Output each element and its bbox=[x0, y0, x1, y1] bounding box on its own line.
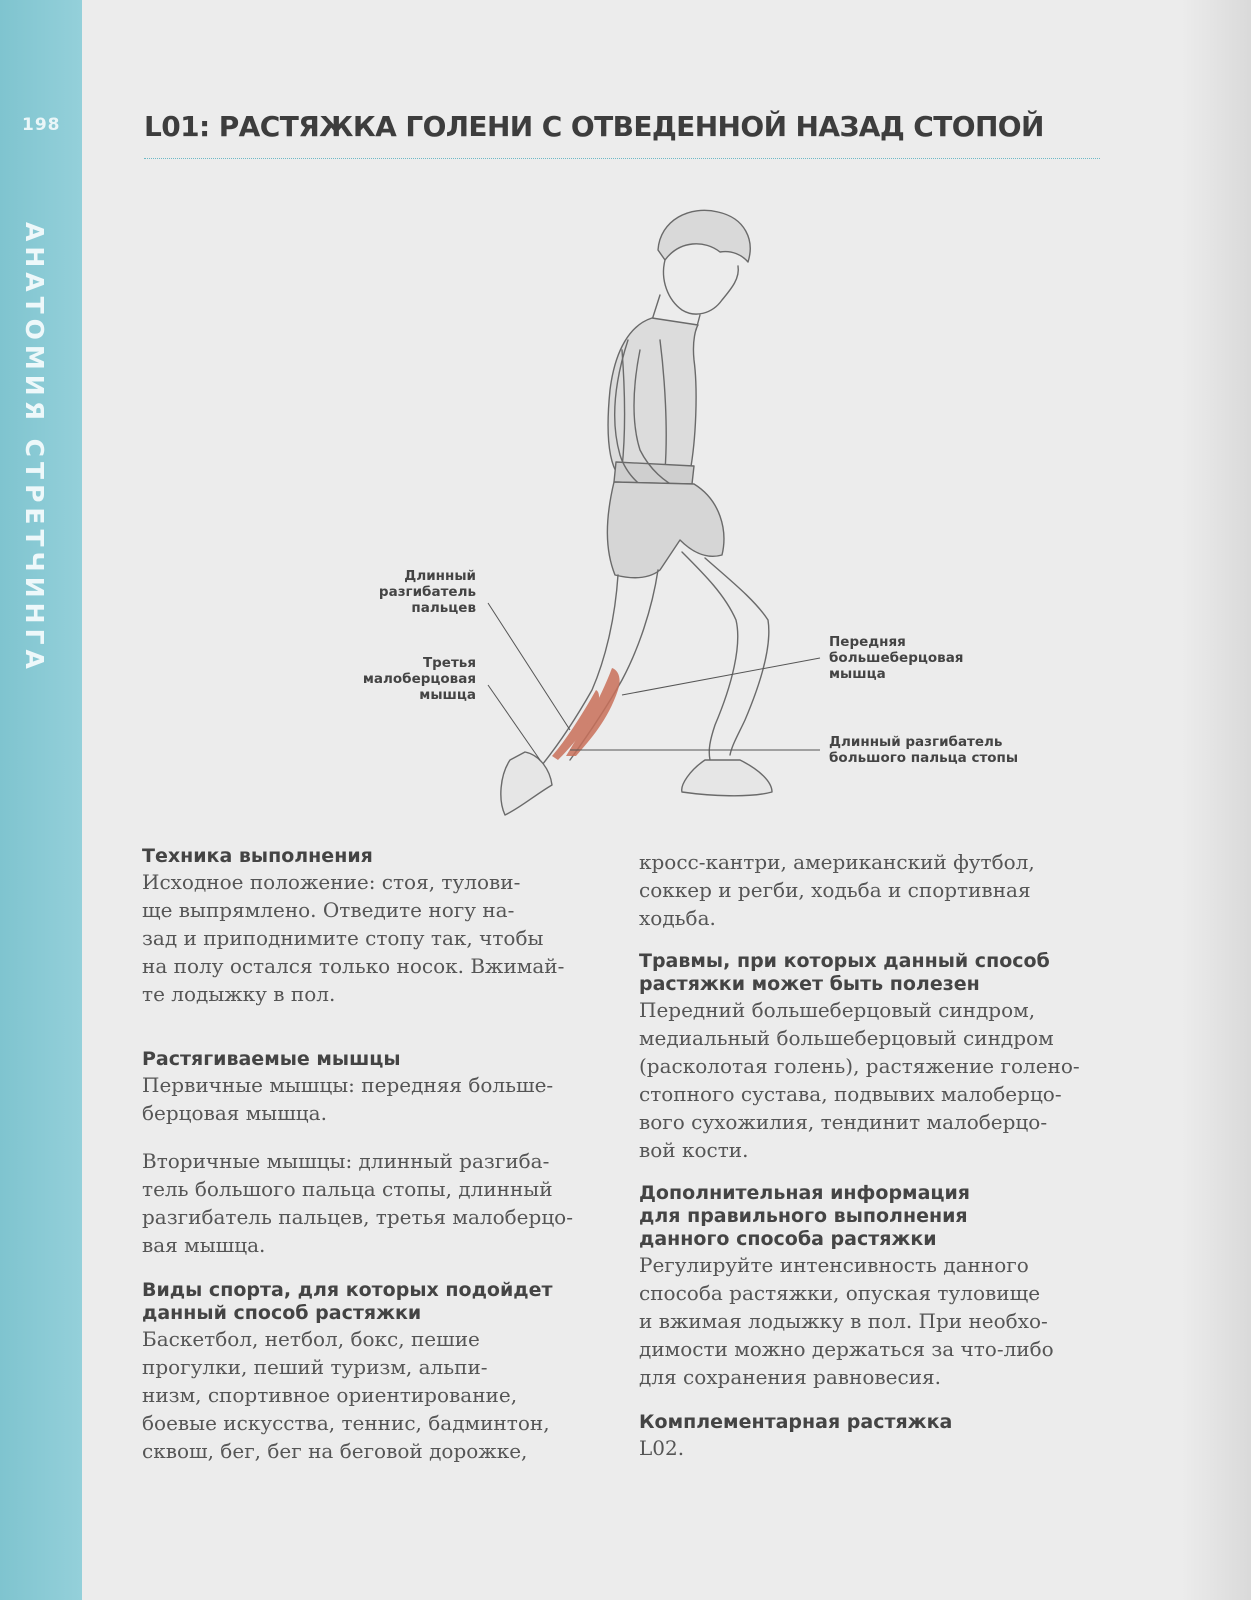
stretch-illustration bbox=[360, 200, 1060, 830]
label-tibialis-anterior bbox=[829, 634, 1029, 682]
text-line: ходьба. bbox=[639, 906, 716, 930]
section-title: АНАТОМИЯ СТРЕТЧИНГА bbox=[20, 222, 49, 674]
text-line: низм, спортивное ориентирование, bbox=[142, 1383, 518, 1407]
technique-text bbox=[142, 868, 612, 1008]
sports-heading bbox=[142, 1279, 612, 1325]
head bbox=[664, 260, 739, 314]
label-line: Длинный разгибатель bbox=[829, 734, 1003, 750]
torso bbox=[608, 318, 698, 475]
heading-line: данный способ растяжки bbox=[142, 1302, 422, 1324]
text-line: Вторичные мышцы: длинный разгиба- bbox=[142, 1149, 550, 1173]
heading-line: Виды спорта, для которых подойдет bbox=[142, 1279, 553, 1301]
left-column bbox=[142, 845, 612, 1465]
waistband bbox=[614, 462, 694, 484]
text-line: зад и приподнимите стопу так, чтобы bbox=[142, 926, 544, 950]
right-column bbox=[639, 848, 1109, 1462]
complementary-heading: Комплементарная растяжка bbox=[639, 1411, 953, 1433]
label-line: мышца bbox=[419, 687, 476, 703]
label-line: Третья bbox=[422, 655, 476, 671]
label-ext-digitorum bbox=[360, 568, 476, 616]
highlighted-muscles bbox=[552, 668, 620, 760]
muscles-heading: Растягиваемые мышцы bbox=[142, 1048, 401, 1070]
info-heading bbox=[639, 1182, 1109, 1251]
text-line: димости можно держаться за что-либо bbox=[639, 1337, 1054, 1361]
shorts bbox=[607, 482, 724, 578]
label-line: малоберцовая bbox=[362, 671, 476, 687]
text-line: тель большого пальца стопы, длинный bbox=[142, 1177, 553, 1201]
sports-text bbox=[142, 1325, 612, 1465]
text-line: разгибатель пальцев, третья малоберцо- bbox=[142, 1205, 573, 1229]
page-number: 198 bbox=[22, 115, 61, 135]
hair bbox=[658, 210, 750, 262]
text-line: способа растяжки, опуская туловище bbox=[639, 1281, 1041, 1305]
label-peroneus-tertius bbox=[360, 655, 476, 703]
label-line: большеберцовая bbox=[829, 650, 964, 666]
text-line: ще выпрямлено. Отведите ногу на- bbox=[142, 898, 515, 922]
title-divider bbox=[144, 158, 1100, 159]
text-line: вого сухожилия, тендинит малоберцо- bbox=[639, 1110, 1048, 1134]
text-line: стопного сустава, подвывих малоберцо- bbox=[639, 1082, 1062, 1106]
leader-ext-digitorum bbox=[488, 603, 570, 730]
text-line: Передний большеберцовый синдром, bbox=[639, 998, 1036, 1022]
heading-line: Дополнительная информация bbox=[639, 1182, 970, 1204]
technique-heading: Техника выполнения bbox=[142, 845, 373, 867]
page-edge-shadow bbox=[1181, 0, 1251, 1600]
text-line: на полу остался только носок. Вжимай- bbox=[142, 954, 565, 978]
secondary-muscles-text bbox=[142, 1147, 612, 1259]
text-line: медиальный большеберцовый синдром bbox=[639, 1026, 1054, 1050]
text-line: те лодыжку в пол. bbox=[142, 982, 336, 1006]
back-leg bbox=[542, 570, 658, 765]
text-line: кросс-кантри, американский футбол, bbox=[639, 850, 1035, 874]
label-line: большого пальца стопы bbox=[829, 750, 1019, 766]
heading-line: данного способа растяжки bbox=[639, 1228, 937, 1250]
page-title: L01: РАСТЯЖКА ГОЛЕНИ С ОТВЕДЕННОЙ НАЗАД СТОПОЙ bbox=[144, 110, 1044, 143]
heading-line: для правильного выполнения bbox=[639, 1205, 968, 1227]
text-line: прогулки, пеший туризм, альпи- bbox=[142, 1355, 488, 1379]
text-line: соккер и регби, ходьба и спортивная bbox=[639, 878, 1031, 902]
text-line: (расколотая голень), растяжение голено- bbox=[639, 1054, 1080, 1078]
text-line: Регулируйте интенсивность данного bbox=[639, 1253, 1029, 1277]
sidebar bbox=[0, 0, 82, 1600]
info-text bbox=[639, 1251, 1109, 1391]
label-line: разгибатель bbox=[378, 584, 476, 600]
text-line: боевые искусства, теннис, бадминтон, bbox=[142, 1411, 550, 1435]
text-line: и вжимая лодыжку в пол. При необхо- bbox=[639, 1309, 1048, 1333]
injuries-text bbox=[639, 996, 1109, 1164]
front-shoe bbox=[682, 760, 772, 796]
label-line: пальцев bbox=[411, 600, 476, 616]
heading-line: Травмы, при которых данный способ bbox=[639, 950, 1050, 972]
text-line: Первичные мышцы: передняя больше- bbox=[142, 1073, 554, 1097]
front-leg bbox=[682, 552, 769, 760]
text-line: вая мышца. bbox=[142, 1233, 266, 1257]
label-line: Длинный bbox=[404, 568, 476, 584]
text-line: берцовая мышца. bbox=[142, 1101, 327, 1125]
label-line: Передняя bbox=[829, 634, 906, 650]
label-line: мышца bbox=[829, 666, 886, 682]
injuries-heading bbox=[639, 950, 1109, 996]
sports-continued-text bbox=[639, 848, 1109, 932]
text-line: сквош, бег, бег на беговой дорожке, bbox=[142, 1439, 528, 1463]
label-ext-hallucis bbox=[829, 734, 1049, 766]
leader-tibialis-anterior bbox=[622, 658, 820, 695]
text-line: для сохранения равновесия. bbox=[639, 1365, 942, 1389]
primary-muscles-text bbox=[142, 1071, 612, 1127]
text-line: вой кости. bbox=[639, 1138, 749, 1162]
complementary-text: L02. bbox=[639, 1436, 685, 1460]
text-line: Исходное положение: стоя, тулови- bbox=[142, 870, 521, 894]
leader-peroneus-tertius bbox=[488, 685, 540, 760]
text-line: Баскетбол, нетбол, бокс, пешие bbox=[142, 1327, 480, 1351]
heading-line: растяжки может быть полезен bbox=[639, 973, 980, 995]
